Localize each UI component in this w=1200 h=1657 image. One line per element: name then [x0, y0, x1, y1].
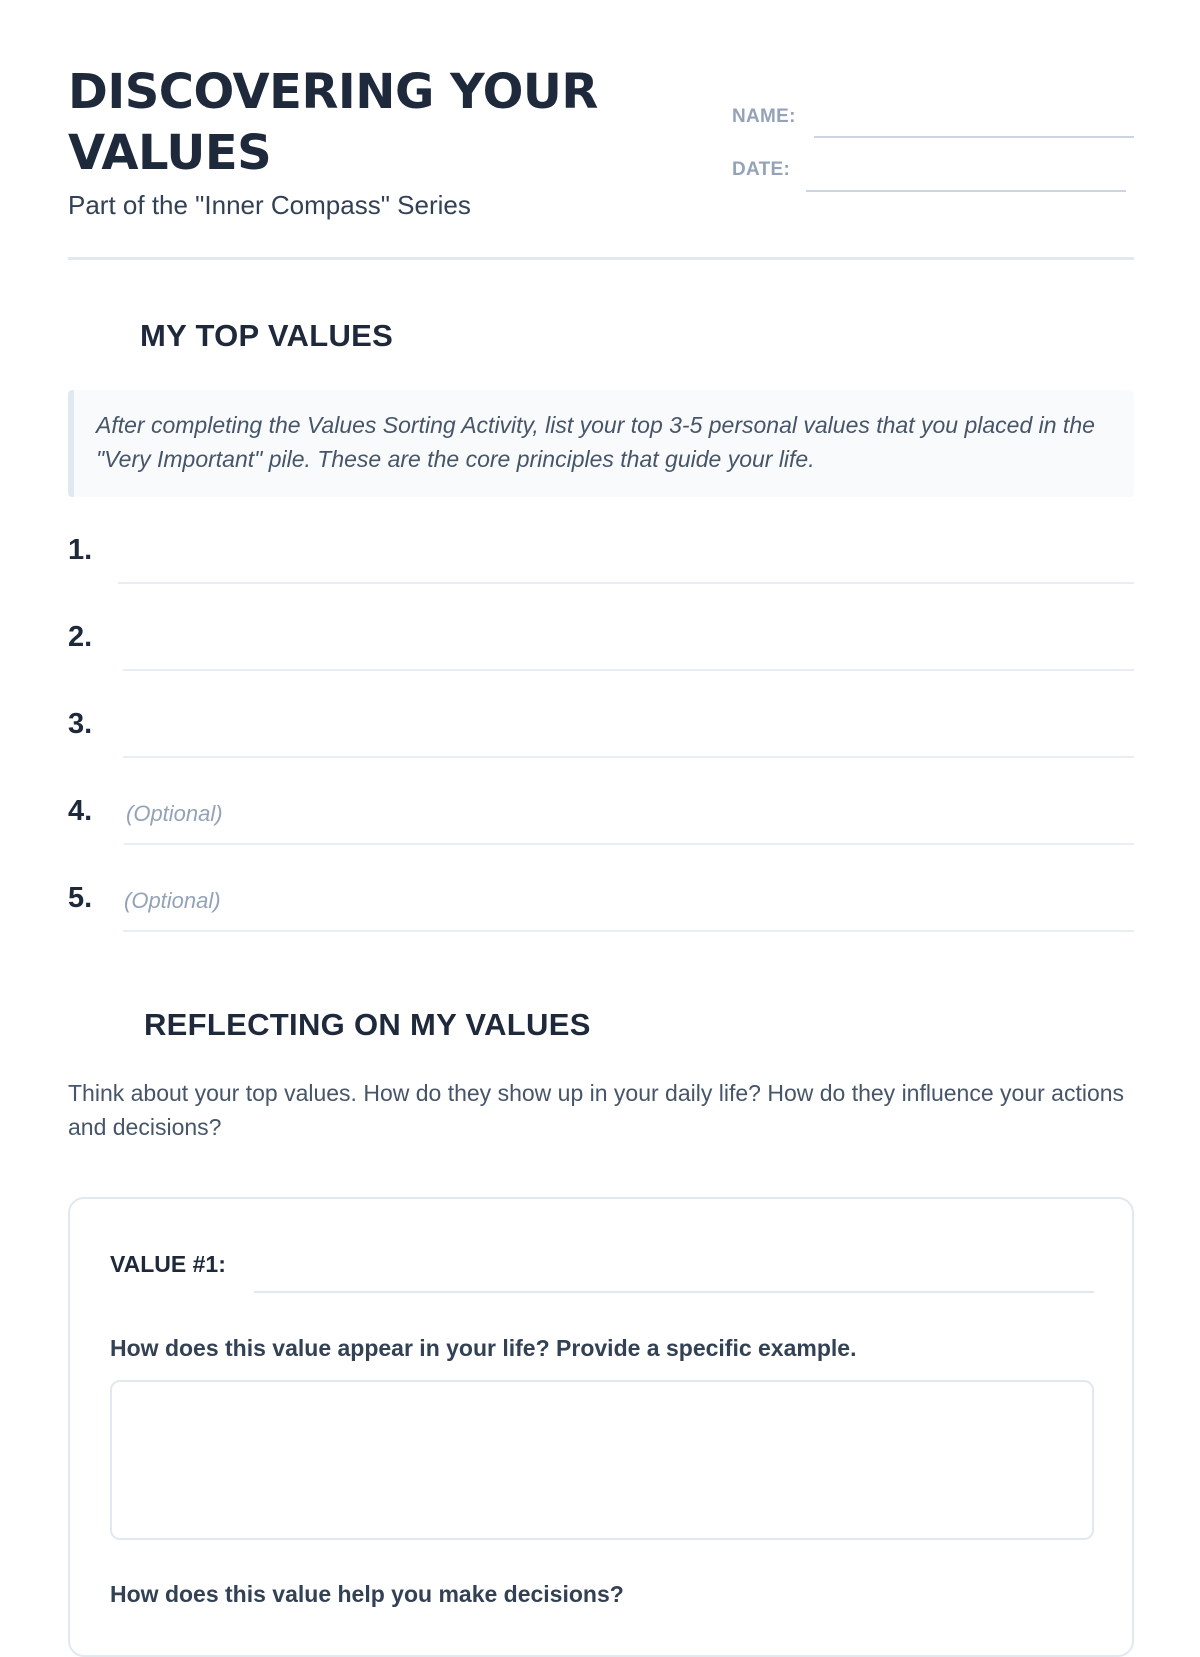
date-field[interactable]: [806, 190, 1126, 192]
page-title: DISCOVERING YOUR VALUES: [68, 64, 598, 181]
optional-hint: (Optional): [124, 888, 221, 913]
value-number: 3.: [68, 708, 93, 740]
optional-hint: (Optional): [126, 801, 223, 826]
value-row-3: [68, 708, 1134, 758]
value-2-field[interactable]: [123, 669, 1134, 671]
top-values-heading: MY TOP VALUES: [140, 318, 394, 353]
instructions-box: [68, 390, 1134, 497]
question-appear: How does this value appear in your life? Provide a specific example.: [110, 1335, 857, 1361]
value-reflection-card: [68, 1197, 1134, 1657]
answer-appear-box[interactable]: [110, 1380, 1094, 1540]
value-1-name-field[interactable]: [254, 1291, 1094, 1293]
worksheet-header: [68, 62, 1134, 260]
value-1-field[interactable]: [118, 582, 1134, 584]
value-row-2: [68, 621, 1134, 671]
value-4-field[interactable]: [124, 843, 1134, 845]
value-number: 2.: [68, 621, 93, 653]
value-number: 5.: [68, 882, 93, 914]
instructions-text: After completing the Values Sorting Activity, list your top 3-5 personal values that you placed in the "Very Important" pile. These are the core principles that guide your life.: [96, 412, 1095, 472]
page-subtitle: Part of the "Inner Compass" Series: [68, 190, 471, 220]
value-row-4: [68, 795, 1134, 845]
reflecting-heading: REFLECTING ON MY VALUES: [144, 1007, 591, 1042]
value-number: 4.: [68, 795, 93, 827]
date-label: DATE:: [732, 159, 791, 180]
name-field[interactable]: [814, 136, 1134, 138]
value-row-5: [68, 882, 1134, 932]
value-number: 1.: [68, 534, 93, 566]
value-5-field[interactable]: [123, 930, 1134, 932]
name-label: NAME:: [732, 106, 796, 127]
worksheet-page: [68, 0, 1134, 1607]
value-3-field[interactable]: [123, 756, 1134, 758]
value-row-1: [68, 534, 1134, 584]
question-decisions: How does this value help you make decisions?: [110, 1581, 624, 1607]
value-1-label: VALUE #1:: [110, 1251, 226, 1277]
reflecting-intro: Think about your top values. How do they show up in your daily life? How do they influence your actions and decisions?: [68, 1080, 1125, 1140]
